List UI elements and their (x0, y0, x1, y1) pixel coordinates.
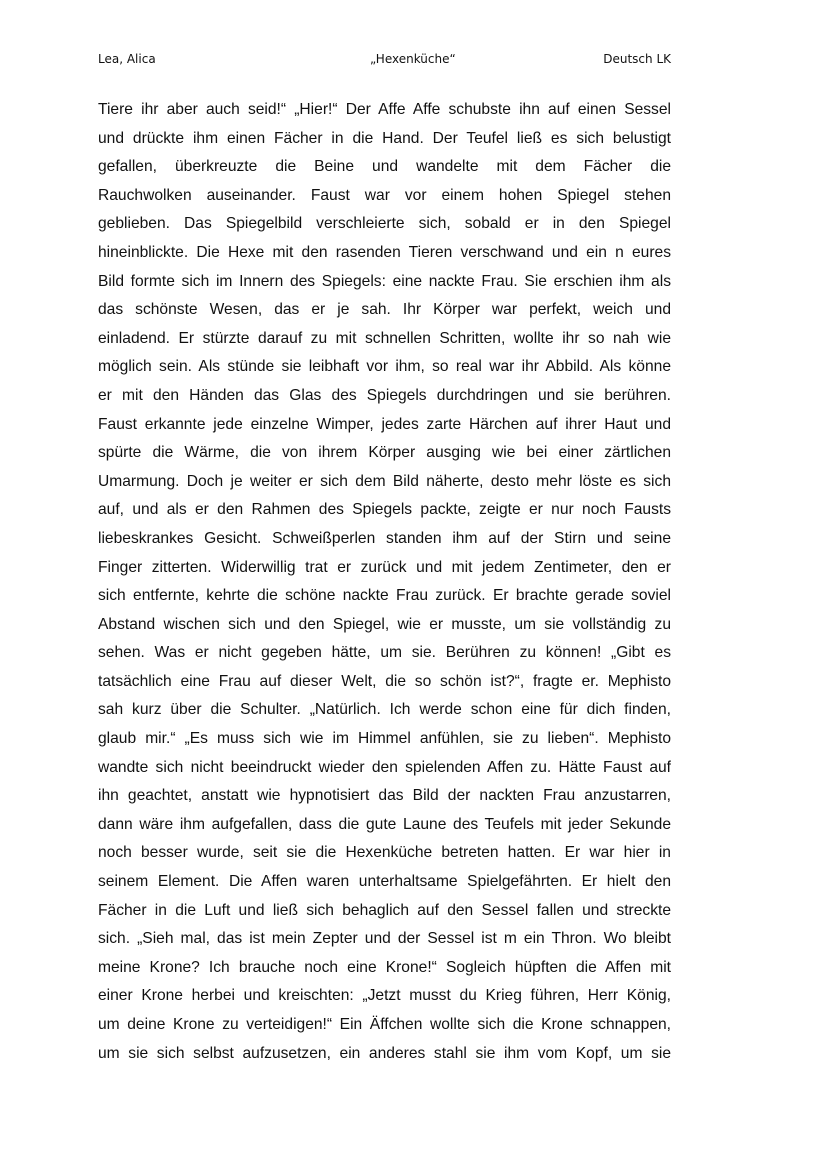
header-title: „Hexenküche“ (370, 52, 456, 66)
header-author: Lea, Alica (98, 52, 156, 66)
text-line: er mit den Händen das Glas des Spiegels durchdringen und sie berühren. (98, 386, 671, 404)
header-course: Deutsch LK (603, 52, 671, 66)
text-line: Rauchwolken auseinander. Faust war vor einem hohen Spiegel stehen (98, 186, 671, 204)
text-line: Bild formte sich im Innern des Spiegels: eine nackte Frau. Sie erschien ihm als (98, 272, 671, 290)
text-line: sich entfernte, kehrte die schöne nackte Frau zurück. Er brachte gerade soviel (98, 587, 671, 605)
text-line: sah kurz über die Schulter. „Natürlich. Ich werde schon eine für dich finden, (98, 701, 671, 719)
text-line: das schönste Wesen, das er je sah. Ihr Körper war perfekt, weich und (98, 301, 671, 319)
text-line: Fächer in die Luft und ließ sich behaglich auf den Sessel fallen und streckte (98, 901, 671, 919)
text-line: wandte sich nicht beeindruckt wieder den spielenden Affen zu. Hätte Faust auf (98, 758, 671, 776)
text-line: hineinblickte. Die Hexe mit den rasenden Tieren verschwand und ein n eures (98, 243, 671, 261)
text-line: Umarmung. Doch je weiter er sich dem Bild näherte, desto mehr löste es sich (98, 472, 671, 490)
text-line: auf, und als er den Rahmen des Spiegels packte, zeigte er nur noch Fausts (98, 501, 671, 519)
text-line: dann wäre ihm aufgefallen, dass die gute Laune des Teufels mit jeder Sekunde (98, 815, 671, 833)
text-line: und drückte ihm einen Fächer in die Hand. Der Teufel ließ es sich belustigt (98, 129, 671, 147)
text-line: um deine Krone zu verteidigen!“ Ein Äffchen wollte sich die Krone schnappen, (98, 1016, 671, 1033)
text-line: ihn geachtet, anstatt wie hypnotisiert das Bild der nackten Frau anzustarren, (98, 787, 671, 805)
text-line: einladend. Er stürzte darauf zu mit schnellen Schritten, wollte ihr so nah wie (98, 329, 671, 347)
text-line: sich. „Sieh mal, das ist mein Zepter und der Sessel ist m ein Thron. Wo bleibt (98, 930, 671, 948)
text-line: noch besser wurde, seit sie die Hexenküche betreten hatten. Er war hier in (98, 844, 671, 862)
text-line: glaub mir.“ „Es muss sich wie im Himmel anfühlen, sie zu lieben“. Mephisto (98, 730, 671, 748)
text-line: spürte die Wärme, die von ihrem Körper ausging wie bei einer zärtlichen (98, 444, 671, 462)
text-line: sehen. Was er nicht gegeben hätte, um sie. Berühren zu können! „Gibt es (98, 644, 671, 662)
text-line: Abstand wischen sich und den Spiegel, wie er musste, um sie vollständig zu (98, 615, 671, 633)
text-line: meine Krone? Ich brauche noch eine Krone!“ Sogleich hüpften die Affen mit (98, 958, 671, 976)
text-line: Tiere ihr aber auch seid!“ „Hier!“ Der Affe Affe schubste ihn auf einen Sessel (98, 101, 671, 118)
text-line: gefallen, überkreuzte die Beine und wandelte mit dem Fächer die (98, 158, 671, 176)
text-line: Finger zitterten. Widerwillig trat er zurück und mit jedem Zentimeter, den er (98, 558, 671, 576)
text-line: liebeskrankes Gesicht. Schweißperlen standen ihm auf der Stirn und seine (98, 529, 671, 547)
text-line: Faust erkannte jede einzelne Wimper, jedes zarte Härchen auf ihrer Haut und (98, 415, 671, 433)
text-line: einer Krone herbei und kreischten: „Jetzt musst du Krieg führen, Herr König, (98, 987, 671, 1005)
text-line: seinem Element. Die Affen waren unterhaltsame Spielgefährten. Er hielt den (98, 873, 671, 891)
text-line: tatsächlich eine Frau auf dieser Welt, die so schön ist?“, fragte er. Mephisto (98, 672, 671, 690)
body-text (98, 96, 671, 1068)
text-line: möglich sein. Als stünde sie leibhaft vor ihm, so real war ihr Abbild. Als könne (98, 358, 671, 376)
text-line: geblieben. Das Spiegelbild verschleierte sich, sobald er in den Spiegel (98, 215, 671, 233)
page-header (98, 51, 671, 67)
text-line: um sie sich selbst aufzusetzen, ein anderes stahl sie ihm vom Kopf, um sie (98, 1044, 671, 1062)
